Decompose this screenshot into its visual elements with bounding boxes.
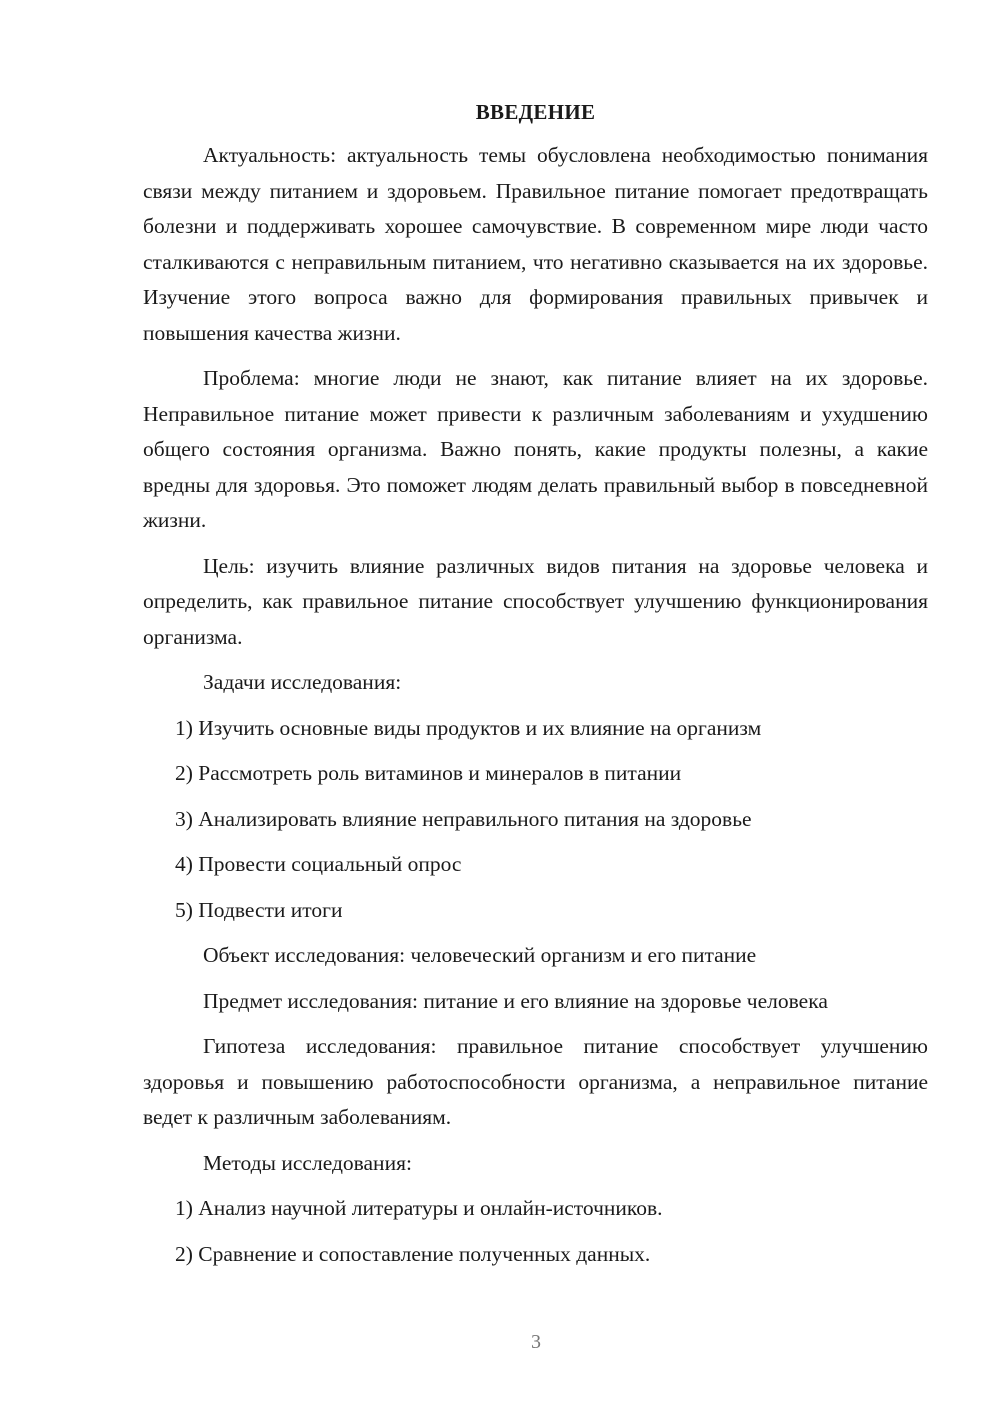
methods-label: Методы исследования:	[203, 1150, 412, 1175]
relevance-paragraph: Актуальность: актуальность темы обусловлена необходимостью понимания связи между питанием и здоровьем. Правильное питание помогает предотвращать болезни и поддерживать хорошее самочувствие. В современном мире люди часто сталкиваются с неправильным питанием, что негативно сказывается на их здоровье. Изучение этого вопроса важно для формирования правильных привычек и повышения качества жизни.	[143, 143, 928, 345]
task-item: 2) Рассмотреть роль витаминов и минералов в питании	[175, 761, 682, 785]
task-item: 4) Провести социальный опрос	[175, 852, 462, 876]
task-item: 3) Анализировать влияние неправильного питания на здоровье	[175, 806, 752, 831]
tasks-label: Задачи исследования:	[203, 670, 402, 694]
page-content	[143, 96, 928, 1282]
hypothesis-paragraph: Гипотеза исследования: правильное питание способствует улучшению здоровья и повышению работоспособности организма, а неправильное питание ведет к различным заболеваниям.	[143, 1034, 928, 1129]
task-item: 1) Изучить основные виды продуктов и их влияние на организм	[175, 715, 762, 740]
page-title: ВВЕДЕНИЕ	[475, 100, 596, 124]
subject-line: Предмет исследования: питание и его влияние на здоровье человека	[203, 988, 828, 1013]
object-line: Объект исследования: человеческий организм и его питание	[203, 943, 757, 967]
goal-paragraph: Цель: изучить влияние различных видов питания на здоровье человека и определить, как правильное питание способствует улучшению функционирования организма.	[143, 553, 928, 649]
problem-paragraph: Проблема: многие люди не знают, как питание влияет на их здоровье. Неправильное питание может привести к различным заболеваниям и ухудшению общего состояния организма. Важно понять, какие продукты полезны, а какие вредны для здоровья. Это поможет людям делать правильный выбор в повседневной жизни.	[143, 366, 928, 532]
method-item: 1) Анализ научной литературы и онлайн-источников.	[175, 1196, 663, 1220]
method-item: 2) Сравнение и сопоставление полученных данных.	[175, 1241, 651, 1266]
task-item: 5) Подвести итоги	[175, 897, 343, 922]
page-number: 3	[531, 1331, 541, 1353]
